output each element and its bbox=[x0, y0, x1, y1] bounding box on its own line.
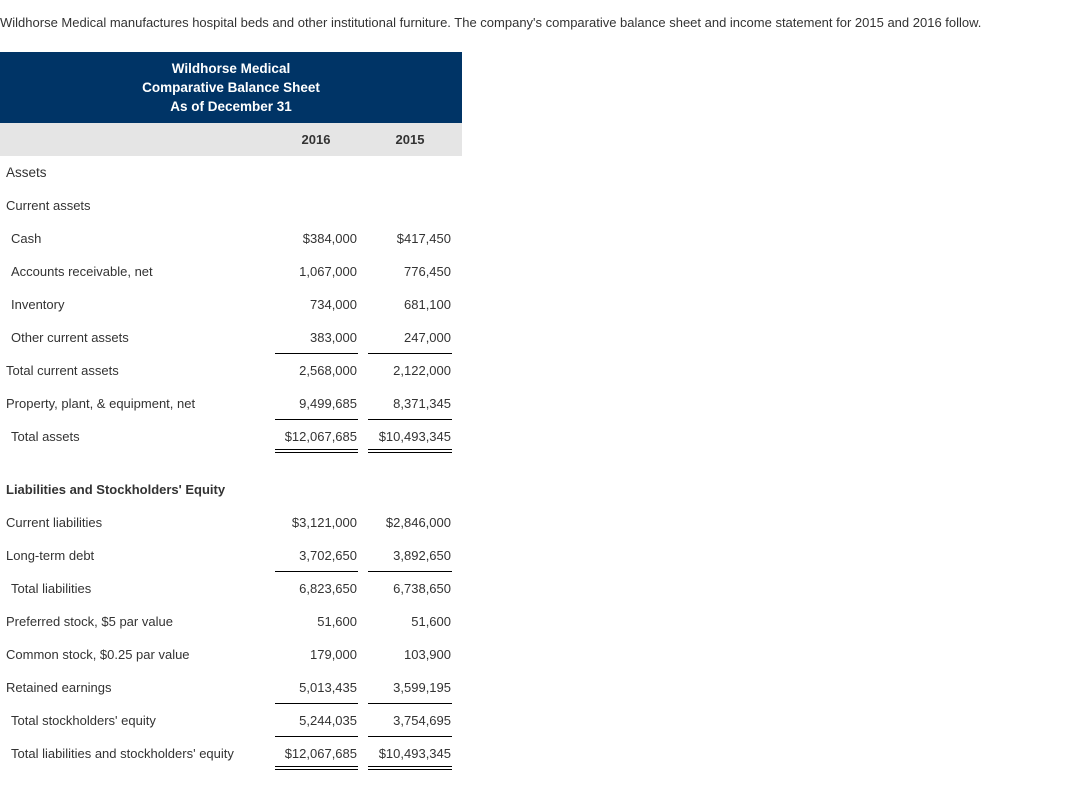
double-underline-2015-bottom bbox=[368, 769, 452, 770]
table-row bbox=[0, 387, 462, 420]
table-row bbox=[0, 605, 462, 638]
table-row bbox=[0, 420, 462, 453]
value-2016: 383,000 bbox=[310, 330, 357, 345]
column-2015: 2015 bbox=[395, 132, 425, 147]
double-underline-2016-top bbox=[275, 766, 358, 767]
spacer-row bbox=[0, 453, 462, 473]
company-name: Wildhorse Medical bbox=[171, 61, 291, 76]
table-row bbox=[0, 572, 462, 605]
value-2016: 6,823,650 bbox=[299, 581, 357, 596]
row-label: Current liabilities bbox=[6, 515, 103, 530]
value-2016: 734,000 bbox=[310, 297, 357, 312]
double-underline-2016-bottom bbox=[275, 769, 358, 770]
value-2015: 247,000 bbox=[404, 330, 451, 345]
row-label: Total current assets bbox=[6, 363, 119, 378]
value-2016: 2,568,000 bbox=[299, 363, 357, 378]
assets-heading: Assets bbox=[6, 165, 47, 180]
value-2015: 6,738,650 bbox=[393, 581, 451, 596]
table-row bbox=[0, 506, 462, 539]
row-label: Long-term debt bbox=[6, 548, 95, 563]
table-row bbox=[0, 539, 462, 572]
value-2015: $417,450 bbox=[396, 231, 451, 246]
row-label: Total liabilities bbox=[11, 581, 92, 596]
row-label: Total assets bbox=[11, 429, 80, 444]
row-label: Common stock, $0.25 par value bbox=[6, 647, 190, 662]
value-2015: 8,371,345 bbox=[393, 396, 451, 411]
column-2016: 2016 bbox=[301, 132, 331, 147]
row-label: Total stockholders' equity bbox=[11, 713, 156, 728]
row-label: Preferred stock, $5 par value bbox=[6, 614, 173, 629]
value-2015: 51,600 bbox=[411, 614, 451, 629]
value-2015: 103,900 bbox=[404, 647, 451, 662]
balance-sheet bbox=[0, 52, 462, 761]
value-2016: 3,702,650 bbox=[299, 548, 357, 563]
row-label: Accounts receivable, net bbox=[11, 264, 153, 279]
value-2015: $10,493,345 bbox=[378, 429, 451, 444]
double-underline-2015-top bbox=[368, 449, 452, 450]
value-2015: 3,892,650 bbox=[393, 548, 451, 563]
row-label: Other current assets bbox=[11, 330, 129, 345]
value-2015: 2,122,000 bbox=[393, 363, 451, 378]
column-header-row bbox=[0, 123, 462, 156]
double-underline-2016-top bbox=[275, 449, 358, 450]
sheet-header bbox=[0, 52, 462, 123]
value-2015: $2,846,000 bbox=[385, 515, 451, 530]
value-2016: $3,121,000 bbox=[291, 515, 357, 530]
value-2016: 1,067,000 bbox=[299, 264, 357, 279]
value-2016: 51,600 bbox=[317, 614, 357, 629]
table-row bbox=[0, 354, 462, 387]
sheet-rows bbox=[0, 156, 462, 770]
value-2016: $12,067,685 bbox=[284, 429, 357, 444]
value-2016: 9,499,685 bbox=[299, 396, 357, 411]
value-2016: 179,000 bbox=[310, 647, 357, 662]
value-2015: 681,100 bbox=[404, 297, 451, 312]
liabilities-heading-row bbox=[0, 473, 462, 506]
row-label: Inventory bbox=[11, 297, 65, 312]
table-row bbox=[0, 222, 462, 255]
liabilities-heading: Liabilities and Stockholders' Equity bbox=[6, 482, 226, 497]
row-label: Property, plant, & equipment, net bbox=[6, 396, 196, 411]
row-label: Total liabilities and stockholders' equity bbox=[11, 746, 234, 761]
table-row bbox=[0, 638, 462, 671]
table-row bbox=[0, 704, 462, 737]
value-2015: 3,754,695 bbox=[393, 713, 451, 728]
statement-date: As of December 31 bbox=[170, 99, 292, 114]
table-row bbox=[0, 737, 462, 770]
double-underline-2015-top bbox=[368, 766, 452, 767]
value-2015: 3,599,195 bbox=[393, 680, 451, 695]
current-assets-heading: Current assets bbox=[6, 198, 91, 213]
table-row bbox=[0, 288, 462, 321]
statement-title: Comparative Balance Sheet bbox=[142, 80, 320, 95]
row-label: Cash bbox=[11, 231, 42, 246]
assets-heading-row bbox=[0, 156, 462, 189]
value-2016: $384,000 bbox=[302, 231, 357, 246]
current-assets-heading-row bbox=[0, 189, 462, 222]
value-2016: 5,244,035 bbox=[299, 713, 357, 728]
value-2015: $10,493,345 bbox=[378, 746, 451, 761]
value-2016: $12,067,685 bbox=[284, 746, 357, 761]
intro-text: Wildhorse Medical manufactures hospital beds and other institutional furniture. The company's comparative balance sheet and income statement for 2015 and 2016 follow. bbox=[0, 15, 982, 30]
table-row bbox=[0, 255, 462, 288]
table-row bbox=[0, 321, 462, 354]
row-label: Retained earnings bbox=[6, 680, 112, 695]
table-row bbox=[0, 671, 462, 704]
value-2015: 776,450 bbox=[404, 264, 451, 279]
value-2016: 5,013,435 bbox=[299, 680, 357, 695]
